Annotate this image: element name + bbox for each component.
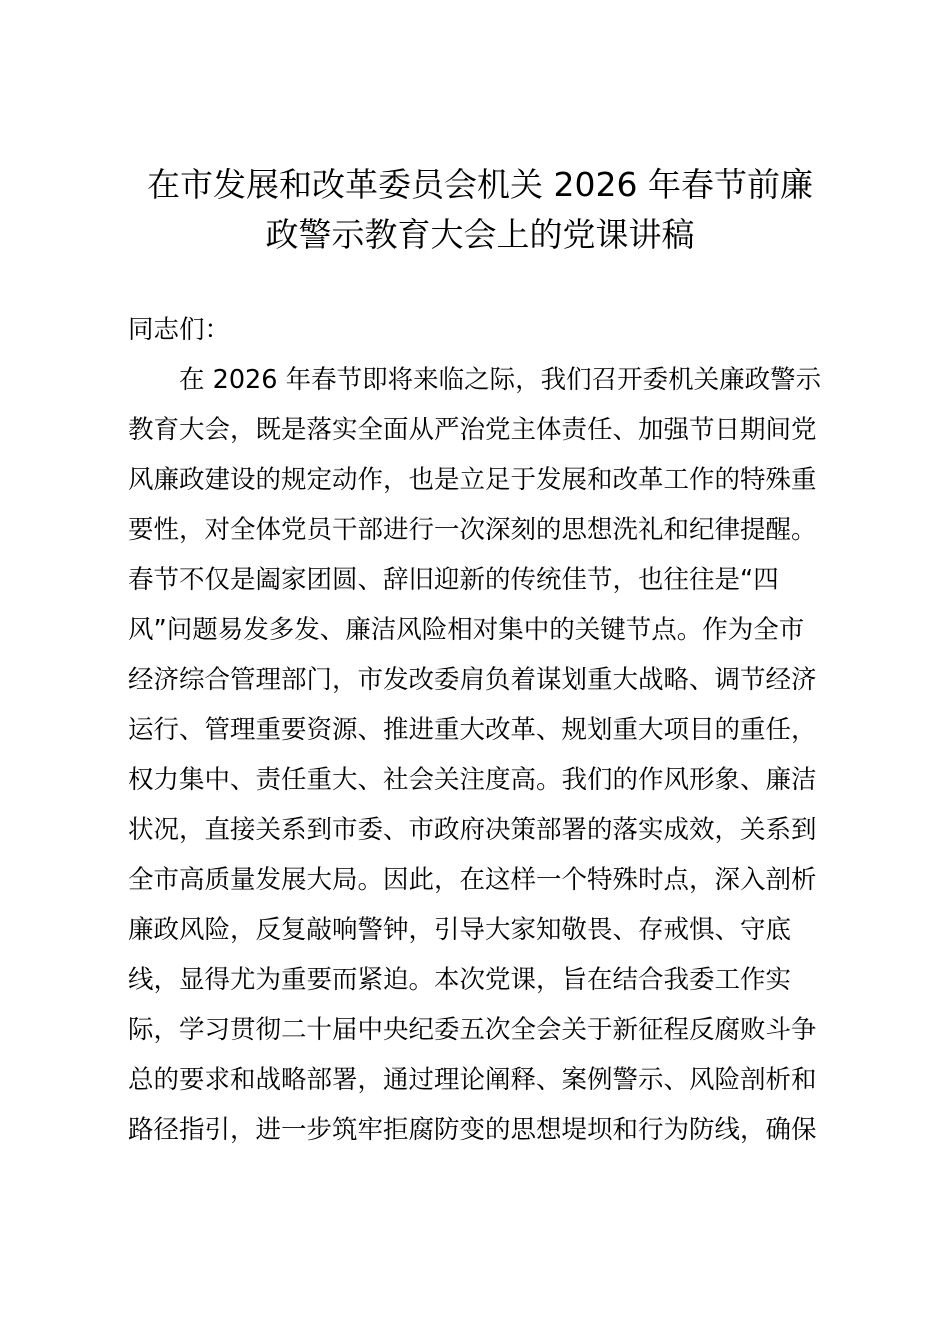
title-line-2: 政警示教育大会上的党课讲稿 [265,215,695,254]
paragraph-line: 全市高质量发展大局。因此，在这样一个特殊时点，深入剖析 [128,865,817,895]
paragraph-line: 状况，直接关系到市委、市政府决策部署的落实成效，关系到 [128,815,817,845]
paragraph-line: 路径指引，进一步筑牢拒腐防变的思想堤坝和行为防线，确保 [128,1115,817,1145]
paragraph-line: 经济综合管理部门，市发改委肩负着谋划重大战略、调节经济 [128,665,817,695]
paragraph-line: 运行、管理重要资源、推进重大改革、规划重大项目的重任， [128,715,817,745]
paragraph-line: 春节不仅是阖家团圆、辞旧迎新的传统佳节，也往往是“四 [128,565,779,595]
paragraph-line: 权力集中、责任重大、社会关注度高。我们的作风形象、廉洁 [128,765,817,795]
paragraph-line: 线，显得尤为重要而紧迫。本次党课，旨在结合我委工作实 [128,965,792,995]
paragraph-line: 总的要求和战略部署，通过理论阐释、案例警示、风险剖析和 [128,1065,817,1095]
document-title [120,160,840,260]
paragraph-line: 风”问题易发多发、廉洁风险相对集中的关键节点。作为全市 [128,615,805,645]
paragraph-line: 教育大会，既是落实全面从严治党主体责任、加强节日期间党 [128,415,817,445]
title-line-1: 在市发展和改革委员会机关 2026 年春节前廉 [147,165,813,204]
paragraph-line: 廉政风险，反复敲响警钟，引导大家知敬畏、存戒惧、守底 [128,915,792,945]
document-body [128,305,838,1155]
paragraph-line: 际，学习贯彻二十届中央纪委五次全会关于新征程反腐败斗争 [128,1015,817,1045]
paragraph-line: 在 2026 年春节即将来临之际，我们召开委机关廉政警示 [128,365,822,395]
paragraph-line: 风廉政建设的规定动作，也是立足于发展和改革工作的特殊重 [128,465,817,495]
paragraph-line: 要性，对全体党员干部进行一次深刻的思想洗礼和纪律提醒。 [128,515,817,545]
salutation: 同志们： [128,315,231,345]
